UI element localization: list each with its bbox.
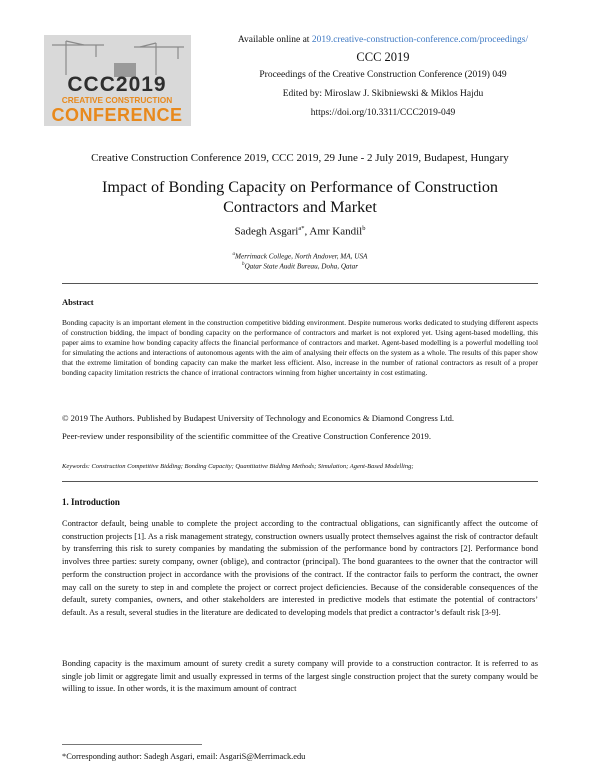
author-separator: , <box>304 225 310 238</box>
copyright-notice: © 2019 The Authors. Published by Budapest University of Technology and Economics & Diamond Congress Ltd. <box>62 413 455 423</box>
affiliation-b-text: Qatar State Audit Bureau, Doha, Qatar <box>244 262 359 271</box>
introduction-paragraph-2: Bonding capacity is the maximum amount of surety credit a surety company will provide to a construction contractor. It is referred to as single job limit or aggregate limit and usually expressed in terms of the largest single construction project that the surety company would be willing to issue. In other words, it is the maximum amount of contract <box>62 659 538 694</box>
logo-ccc2019: CCC2019 <box>67 73 167 96</box>
affiliation-a <box>0 252 600 260</box>
affiliation-b-sup: b <box>241 262 245 267</box>
author-2: Amr Kandil <box>309 225 363 238</box>
paper-title <box>60 177 540 217</box>
footnote-divider <box>62 744 202 745</box>
title-line-1: Impact of Bonding Capacity on Performance of Construction <box>101 178 499 196</box>
introduction-paragraph-1: Contractor default, being unable to complete the project according to the contractual obligations, can significantly affect the outcome of construction projects [1]. As a risk management strategy, construction owners usually protect themselves against the risk of contractor default by transferring this risk to surety companies by mandating the submission of the performance bond by contractors [2]. Performance bond involves three parties: surety company, owner (oblige), and contractor (principal). The bond guarantees to the owner that the contractor will perform the construction project in accordance with the provisions of the contract. If the contractor fails to perform the contract, the owner may call on the surety to step in and complete the project or correct project deficiencies. Because of the considerable consequences of the default, surety companies, owners, and other stakeholders are interested in predictive models that estimate the potential of contractors’ default. As a result, several studies in the literature are dedicated to developing models that predict a contractor’s default risk [3-9]. <box>62 519 538 617</box>
affiliation-b <box>0 262 600 270</box>
introduction-heading: 1. Introduction <box>62 497 120 507</box>
proceedings-link[interactable]: 2019.creative-construction-conference.com/proceedings/ <box>311 35 529 45</box>
author-2-sup: b <box>362 225 366 232</box>
editors-line: Edited by: Miroslaw J. Skibniewski & Miklos Hajdu <box>282 89 484 99</box>
abstract-heading: Abstract <box>62 297 94 307</box>
proceedings-line: Proceedings of the Creative Construction Conference (2019) 049 <box>259 70 507 80</box>
logo-graphic <box>44 35 191 126</box>
logo-conference: CONFERENCE <box>51 105 183 125</box>
author-1: Sadegh Asgari <box>234 225 299 238</box>
title-line-2: Contractors and Market <box>223 198 377 216</box>
author-1-sup: a* <box>298 225 305 232</box>
abstract-text: Bonding capacity is an important element in the construction competitive bidding environment. Despite numerous works dedicated to studying different aspects of construction bidding, the impact of bonding capacity on the performance of contractors and market is not explored yet. Using agent-based modelling, this paper aims to examine how bonding capacity affects the financial performance of contractors and market. Agent-based modelling is a powerful modelling tool for simulating the actions and interactions of autonomous agents with the aim of analysing their effects on the system as a whole. The results of this paper show that the extreme limitation of bonding capacity can make the market less efficient. Also, increase in the number of rational contractors as result of a proper bonding capacity limitation restricts the chance of irrational contractors winning from higher uncertainty in cost estimating. <box>62 318 538 378</box>
conference-logo <box>44 35 191 126</box>
availability-line <box>203 35 563 45</box>
conference-line: Creative Construction Conference 2019, CCC 2019, 29 June - 2 July 2019, Budapest, Hungary <box>91 152 509 164</box>
authors <box>0 225 600 238</box>
peer-review-notice: Peer-review under responsibility of the scientific committee of the Creative Construction Conference 2019. <box>62 431 432 441</box>
affiliation-a-text: Merrimack College, North Andover, MA, USA <box>235 252 368 261</box>
conference-short-name: CCC 2019 <box>356 50 410 64</box>
affiliation-a-sup: a <box>232 252 236 257</box>
divider-bottom <box>62 481 538 482</box>
corresponding-author-footnote: *Corresponding author: Sadegh Asgari, email: AsgariS@Merrimack.edu <box>62 752 306 761</box>
logo-creative-construction: CREATIVE CONSTRUCTION <box>61 95 173 105</box>
doi-link[interactable]: https://doi.org/10.3311/CCC2019-049 <box>310 108 456 118</box>
available-prefix: Available online at <box>237 35 312 45</box>
divider-top <box>62 283 538 284</box>
keywords: Keywords: Construction Competitive Bidding; Bonding Capacity; Quantitative Bidding Methods; Simulation; Agent-Based Modelling; <box>62 463 414 470</box>
